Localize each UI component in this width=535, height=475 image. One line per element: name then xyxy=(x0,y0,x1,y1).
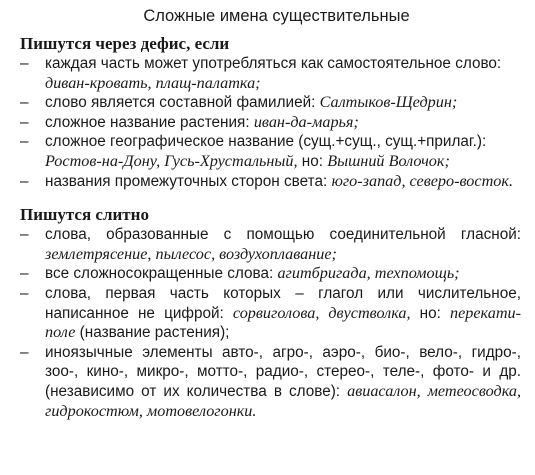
hyphen-rule-item xyxy=(18,132,521,171)
rule-text: но: xyxy=(410,304,450,322)
list-dash: – xyxy=(20,133,29,151)
page-title: Сложные имена существительные xyxy=(143,7,410,25)
rule-example: юго-запад, северо-восток. xyxy=(331,171,513,190)
list-dash: – xyxy=(20,284,29,302)
rule-example: Вышний Волочок; xyxy=(327,151,450,170)
rule-body xyxy=(45,94,457,111)
solid-rule-list xyxy=(18,225,521,421)
rule-text: слова, первая часть которых – глагол или числительное, написанное не цифрой: xyxy=(45,284,521,322)
rule-body xyxy=(45,265,460,282)
rule-example: Ростов-на-Дону, Гусь-Хрустальный, xyxy=(45,151,298,170)
rule-text: иноязычные элементы авто-, агро-, аэро-, био-, вело-, гидро-, зоо-, кино-, микро-, мотто-, радио-, стерео-, теле-, фото- и др. (независимо от их количества в слове): xyxy=(45,343,521,400)
list-dash: – xyxy=(20,94,29,112)
rule-text: слова, образованные с помощью соединительной гласной: xyxy=(45,226,521,244)
hyphen-rule-list xyxy=(18,54,521,191)
rule-text: но: xyxy=(297,152,328,170)
rule-example: землетрясение, пылесос, воздухоплавание; xyxy=(45,244,337,263)
solid-rule-item xyxy=(18,225,521,264)
rule-text: названия промежуточных сторон света: xyxy=(45,172,332,190)
rule-text: сложное географическое название (сущ.+сущ., сущ.+прилаг.): xyxy=(45,133,487,151)
rule-body xyxy=(45,55,501,92)
list-dash: – xyxy=(20,226,29,244)
rule-example: перекати-поле xyxy=(45,303,521,342)
rule-example: авиасалон, метеосводка, гидрокостюм, мотовелогонки. xyxy=(45,381,522,420)
rule-body xyxy=(45,173,513,190)
rule-text: (название растения); xyxy=(75,324,230,342)
rule-body xyxy=(45,133,486,170)
rule-example: сорвиголова, двустволка, xyxy=(232,303,411,322)
rule-example: агитбригада, техпомощь; xyxy=(277,264,460,283)
list-dash: – xyxy=(20,55,29,72)
hyphen-rule-item xyxy=(18,172,521,192)
rule-example: диван-кровать, плащ-палатка; xyxy=(45,73,261,92)
rule-text: каждая часть может употребляться как самостоятельное слово: xyxy=(45,55,502,72)
hyphen-rule-item xyxy=(18,54,521,93)
rule-body xyxy=(45,114,359,131)
solid-rule-item xyxy=(18,343,521,421)
rule-text: слово является составной фамилией: xyxy=(45,94,320,112)
hyphen-rule-item xyxy=(18,93,521,113)
hyphen-rule-item xyxy=(18,113,521,133)
section-heading-hyphen: Пишутся через дефис, если xyxy=(20,34,230,53)
list-dash: – xyxy=(20,265,29,283)
rule-text: все сложносокращенные слова: xyxy=(45,265,278,283)
rule-body xyxy=(45,343,521,421)
rule-example: иван-да-марья; xyxy=(253,112,359,131)
rule-text: сложное название растения: xyxy=(45,113,254,131)
rule-body xyxy=(45,225,521,264)
solid-rule-item xyxy=(18,264,521,284)
list-dash: – xyxy=(20,172,29,190)
section-heading-solid: Пишутся слитно xyxy=(20,205,149,225)
rule-example: Салтыков-Щедрин; xyxy=(319,93,458,112)
rule-body xyxy=(45,284,521,343)
list-dash: – xyxy=(20,343,29,361)
list-dash: – xyxy=(20,113,29,131)
solid-rule-item xyxy=(18,284,521,343)
